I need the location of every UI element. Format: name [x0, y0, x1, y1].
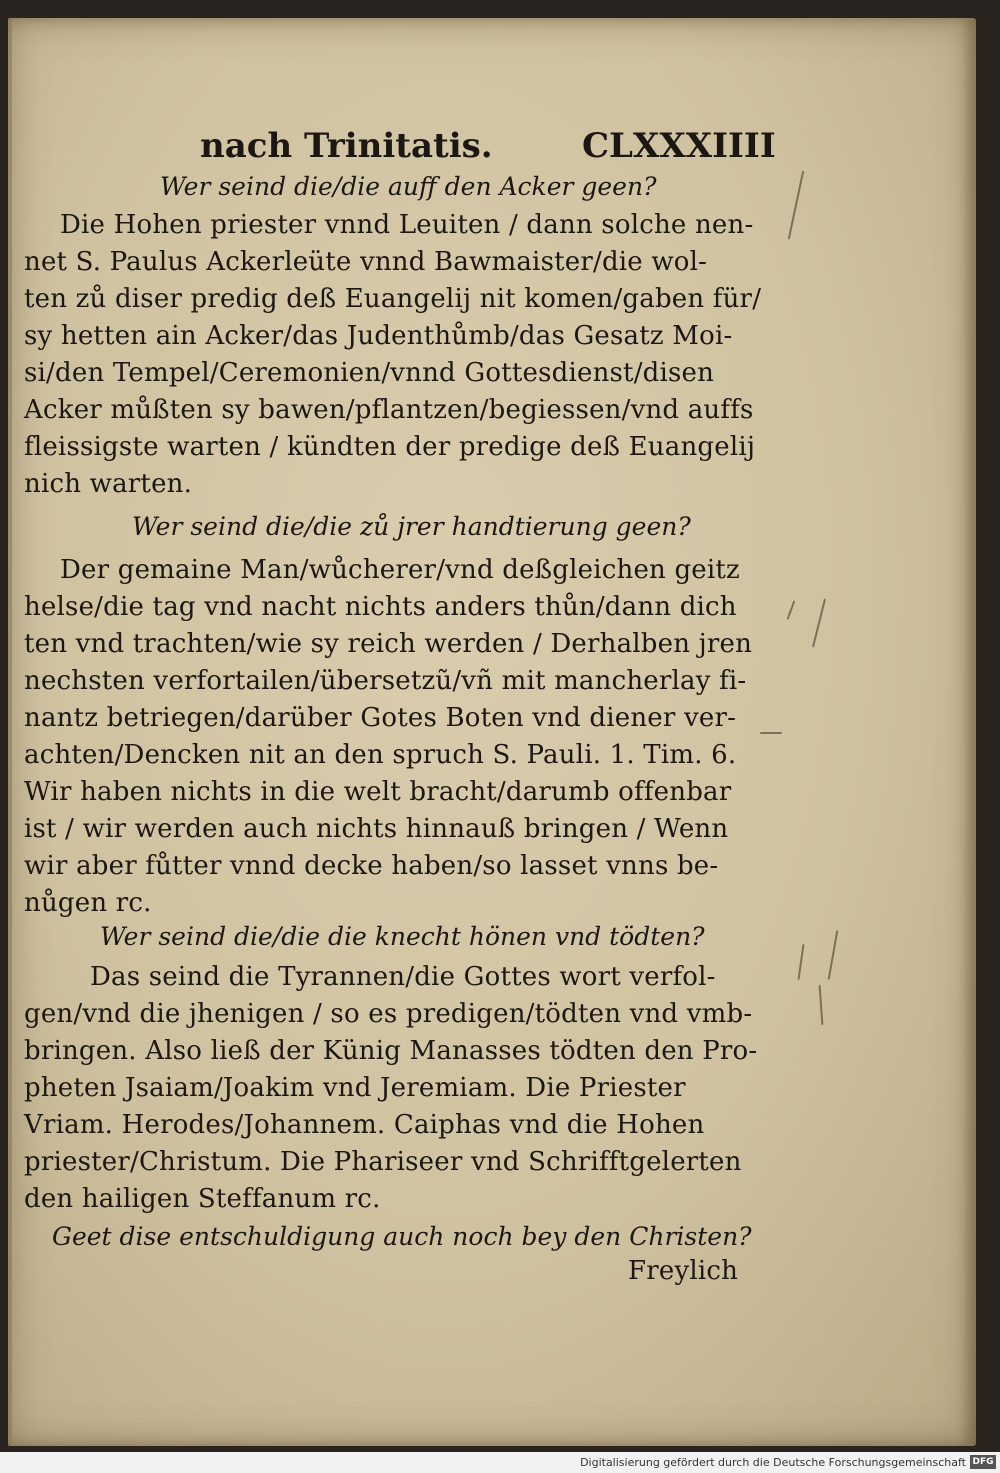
text-line: helse/die tag vnd nacht nichts anders thůn/dann dich — [24, 592, 737, 622]
text-line: nůgen rc. — [24, 888, 152, 918]
digitization-credit: Digitalisierung gefördert durch die Deutsche Forschungsgemeinschaft — [580, 1456, 966, 1469]
text-line: bringen. Also ließ der Künig Manasses tödten den Pro- — [24, 1036, 758, 1066]
text-line: si/den Tempel/Ceremonien/vnnd Gottesdienst/disen — [24, 358, 715, 388]
margin-pencil-line — [760, 732, 782, 734]
text-line: pheten Jsaiam/Joakim vnd Jeremiam. Die Priester — [24, 1073, 686, 1103]
text-line: ten vnd trachten/wie sy reich werden / Derhalben jren — [24, 629, 753, 659]
text-line: sy hetten ain Acker/das Judenthůmb/das Gesatz Moi- — [24, 321, 733, 351]
catchword: Freylich — [628, 1256, 739, 1286]
text-line: net S. Paulus Ackerleüte vnnd Bawmaister/die wol- — [24, 247, 708, 277]
text-line: priester/Christum. Die Phariseer vnd Schrifftgelerten — [24, 1147, 742, 1177]
text-line: nantz betriegen/darüber Gotes Boten vnd diener ver- — [24, 703, 737, 733]
text-line: Acker můßten sy bawen/pflantzen/begiessen/vnd auffs — [24, 395, 754, 425]
question-heading: Geet dise entschuldigung auch noch bey den Christen? — [52, 1222, 752, 1251]
folio-number: CLXXXIIII — [582, 126, 776, 166]
running-title: nach Trinitatis. — [200, 126, 493, 166]
text-line: ten zů diser predig deß Euangelij nit komen/gaben für/ — [24, 284, 762, 314]
text-line: nechsten verfortailen/übersetzũ/vñ mit mancherlay fi- — [24, 666, 747, 696]
text-line: Der gemaine Man/wůcherer/vnd deßgleichen geitz — [60, 555, 740, 585]
text-line: Die Hohen priester vnnd Leuiten / dann solche nen- — [60, 210, 754, 240]
text-line: nich warten. — [24, 469, 193, 499]
text-line: wir aber fůtter vnnd decke haben/so lasset vnns be- — [24, 851, 719, 881]
text-line: ist / wir werden auch nichts hinnauß bringen / Wenn — [24, 814, 729, 844]
page-gutter-edge — [8, 18, 12, 1446]
text-line: den hailigen Steffanum rc. — [24, 1184, 381, 1214]
question-heading: Wer seind die/die die knecht hönen vnd tödten? — [100, 922, 705, 951]
question-heading: Wer seind die/die zů jrer handtierung geen? — [132, 512, 691, 541]
question-heading: Wer seind die/die auff den Acker geen? — [160, 172, 657, 201]
text-line: Vriam. Herodes/Johannem. Caiphas vnd die Hohen — [24, 1110, 705, 1140]
text-line: achten/Dencken nit an den spruch S. Pauli. 1. Tim. 6. — [24, 740, 737, 770]
text-line: gen/vnd die jhenigen / so es predigen/tödten vnd vmb- — [24, 999, 753, 1029]
text-line: Wir haben nichts in die welt bracht/darumb offenbar — [24, 777, 732, 807]
dfg-logo-icon: DFG — [970, 1455, 996, 1469]
text-line: Das seind die Tyrannen/die Gottes wort verfol- — [90, 962, 716, 992]
text-line: fleissigste warten / kündten der predige deß Euangelij — [24, 432, 756, 462]
